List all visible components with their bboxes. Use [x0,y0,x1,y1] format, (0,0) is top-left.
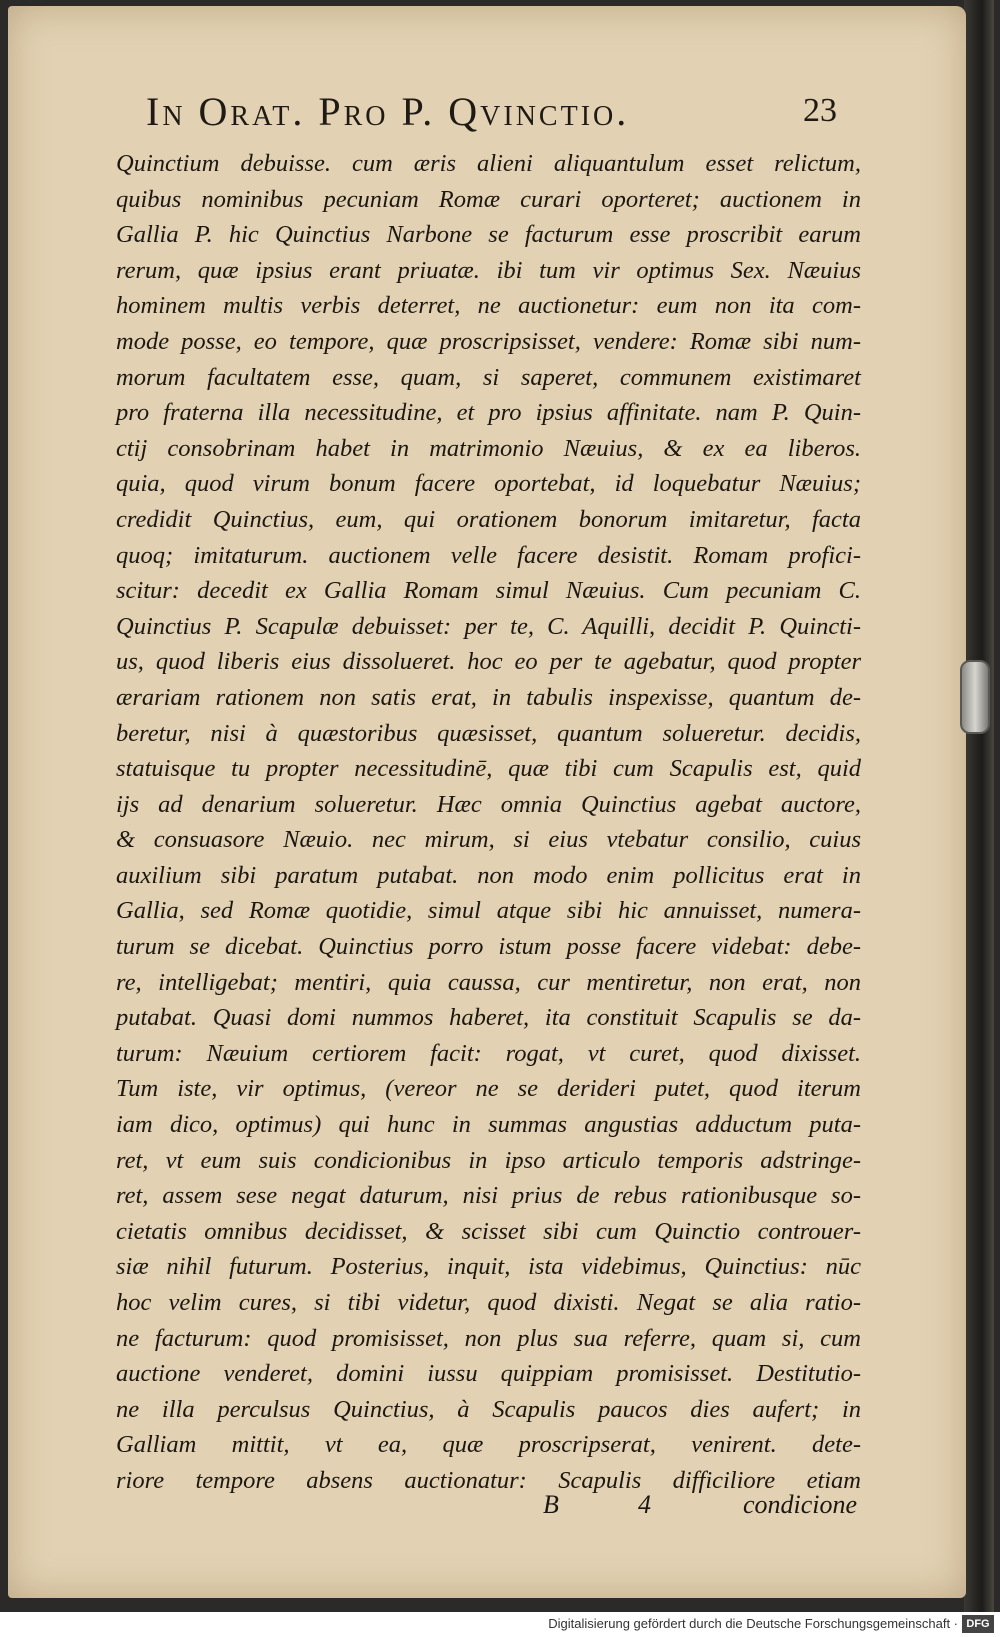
text-line: hoc velim cures, si tibi videtur, quod dixisti. Negat se alia ratio- [116,1289,861,1316]
text-line: iam dico, optimus) qui hunc in summas angustias adductum puta- [116,1111,861,1139]
text-line: ctij consobrinam habet in matrimonio Næuius, & ex ea liberos. [116,434,861,462]
text-line: auxilium sibi paratum putabat. non modo enim pollicitus erat in [116,861,861,889]
text-line: & consuasore Næuio. nec mirum, si eius vtebatur consilio, cuius [116,826,861,854]
catchword: condicione [743,1490,858,1519]
text-line: siæ nihil futurum. Posterius, inquit, ista videbimus, Quinctius: nūc [116,1253,861,1281]
book-clasp [960,660,990,734]
text-line: putabat. Quasi domi nummos haberet, ita constituit Scapulis se da- [116,1004,861,1032]
book-page [8,6,966,1598]
signature-mark: B [543,1490,559,1519]
text-line: auctione venderet, domini iussu quippiam promisisset. Destitutio- [116,1360,861,1388]
text-line: Gallia P. hic Quinctius Narbone se facturum esse proscribit earum [116,221,861,249]
text-line: ne illa perculsus Quinctius, à Scapulis paucos dies aufert; in [116,1395,861,1423]
text-line: rerum, quæ ipsius erant priuatæ. ibi tum vir optimus Sex. Næuius [116,256,861,284]
running-title: In Orat. Pro P. Qvinctio. [146,89,630,134]
text-line: beretur, nisi à quæstoribus quæsisset, quantum solueretur. decidis, [116,719,861,747]
text-line: riore tempore absens auctionatur: Scapulis difficiliore etiam [116,1466,861,1494]
text-line: Gallia, sed Romæ quotidie, simul atque sibi hic annuisset, numera- [116,897,861,925]
text-line: ijs ad denarium solueretur. Hæc omnia Quinctius agebat auctore, [116,790,861,818]
text-line: scitur: decedit ex Gallia Romam simul Næuius. Cum pecuniam C. [116,577,861,605]
body-text [116,146,861,1499]
text-line: statuisque tu propter necessitudinē, quæ tibi cum Scapulis est, quid [116,755,861,783]
text-line: Quinctius P. Scapulæ debuisset: per te, C. Aquilli, decidit P. Quincti- [116,612,861,640]
text-line: ne facturum: quod promisisset, non plus sua referre, quam si, cum [116,1324,861,1352]
text-line: quia, quod virum bonum facere oportebat, id loquebatur Næuius; [116,470,861,498]
text-line: ret, assem sese negat daturum, nisi prius de rebus rationibusque so- [116,1182,861,1210]
text-line: turum se dicebat. Quinctius porro istum posse facere videbat: debe- [116,933,861,961]
text-line: quoq; imitaturum. auctionem velle facere desistit. Romam profici- [116,541,861,569]
page-footer [8,1490,966,1530]
text-line: us, quod liberis eius dissolueret. hoc eo per te agebatur, quod propter [116,648,861,676]
text-line: hominem multis verbis deterret, ne auctionetur: eum non ita com- [116,292,861,320]
dfg-logo: DFG [962,1615,994,1633]
digitization-credit: Digitalisierung gefördert durch die Deutsche Forschungsgemeinschaft · [548,1616,958,1631]
text-line: Galliam mittit, vt ea, quæ proscripserat, venirent. dete- [116,1431,861,1459]
text-line: Quinctium debuisse. cum æris alieni aliquantulum esset relictum, [116,150,861,177]
text-line: quibus nominibus pecuniam Romæ curari oporteret; auctionem in [116,185,861,213]
page-number: 23 [803,92,837,129]
text-line: mode posse, eo tempore, quæ proscripsisset, vendere: Romæ sibi num- [116,327,861,355]
text-line: turum: Næuium certiorem facit: rogat, vt curet, quod dixisset. [116,1039,861,1067]
text-line: morum facultatem esse, quam, si saperet, communem existimaret [116,363,861,391]
leaf-number: 4 [638,1490,651,1519]
text-line: ærariam rationem non satis erat, in tabulis inspexisse, quantum de- [116,683,861,711]
text-line: re, intelligebat; mentiri, quia caussa, cur mentiretur, non erat, non [116,968,861,996]
text-line: Tum iste, vir optimus, (vereor ne se derideri putet, quod iterum [116,1075,861,1103]
text-line: cietatis omnibus decidisset, & scisset sibi cum Quinctio controuer- [116,1217,861,1245]
text-line: credidit Quinctius, eum, qui orationem bonorum imitaretur, facta [116,505,861,533]
credit-bar [0,1612,1000,1637]
text-line: pro fraterna illa necessitudine, et pro ipsius affinitate. nam P. Quin- [116,399,861,427]
book-edge [964,0,994,1637]
text-line: ret, vt eum suis condicionibus in ipso articulo temporis adstringe- [116,1146,861,1174]
